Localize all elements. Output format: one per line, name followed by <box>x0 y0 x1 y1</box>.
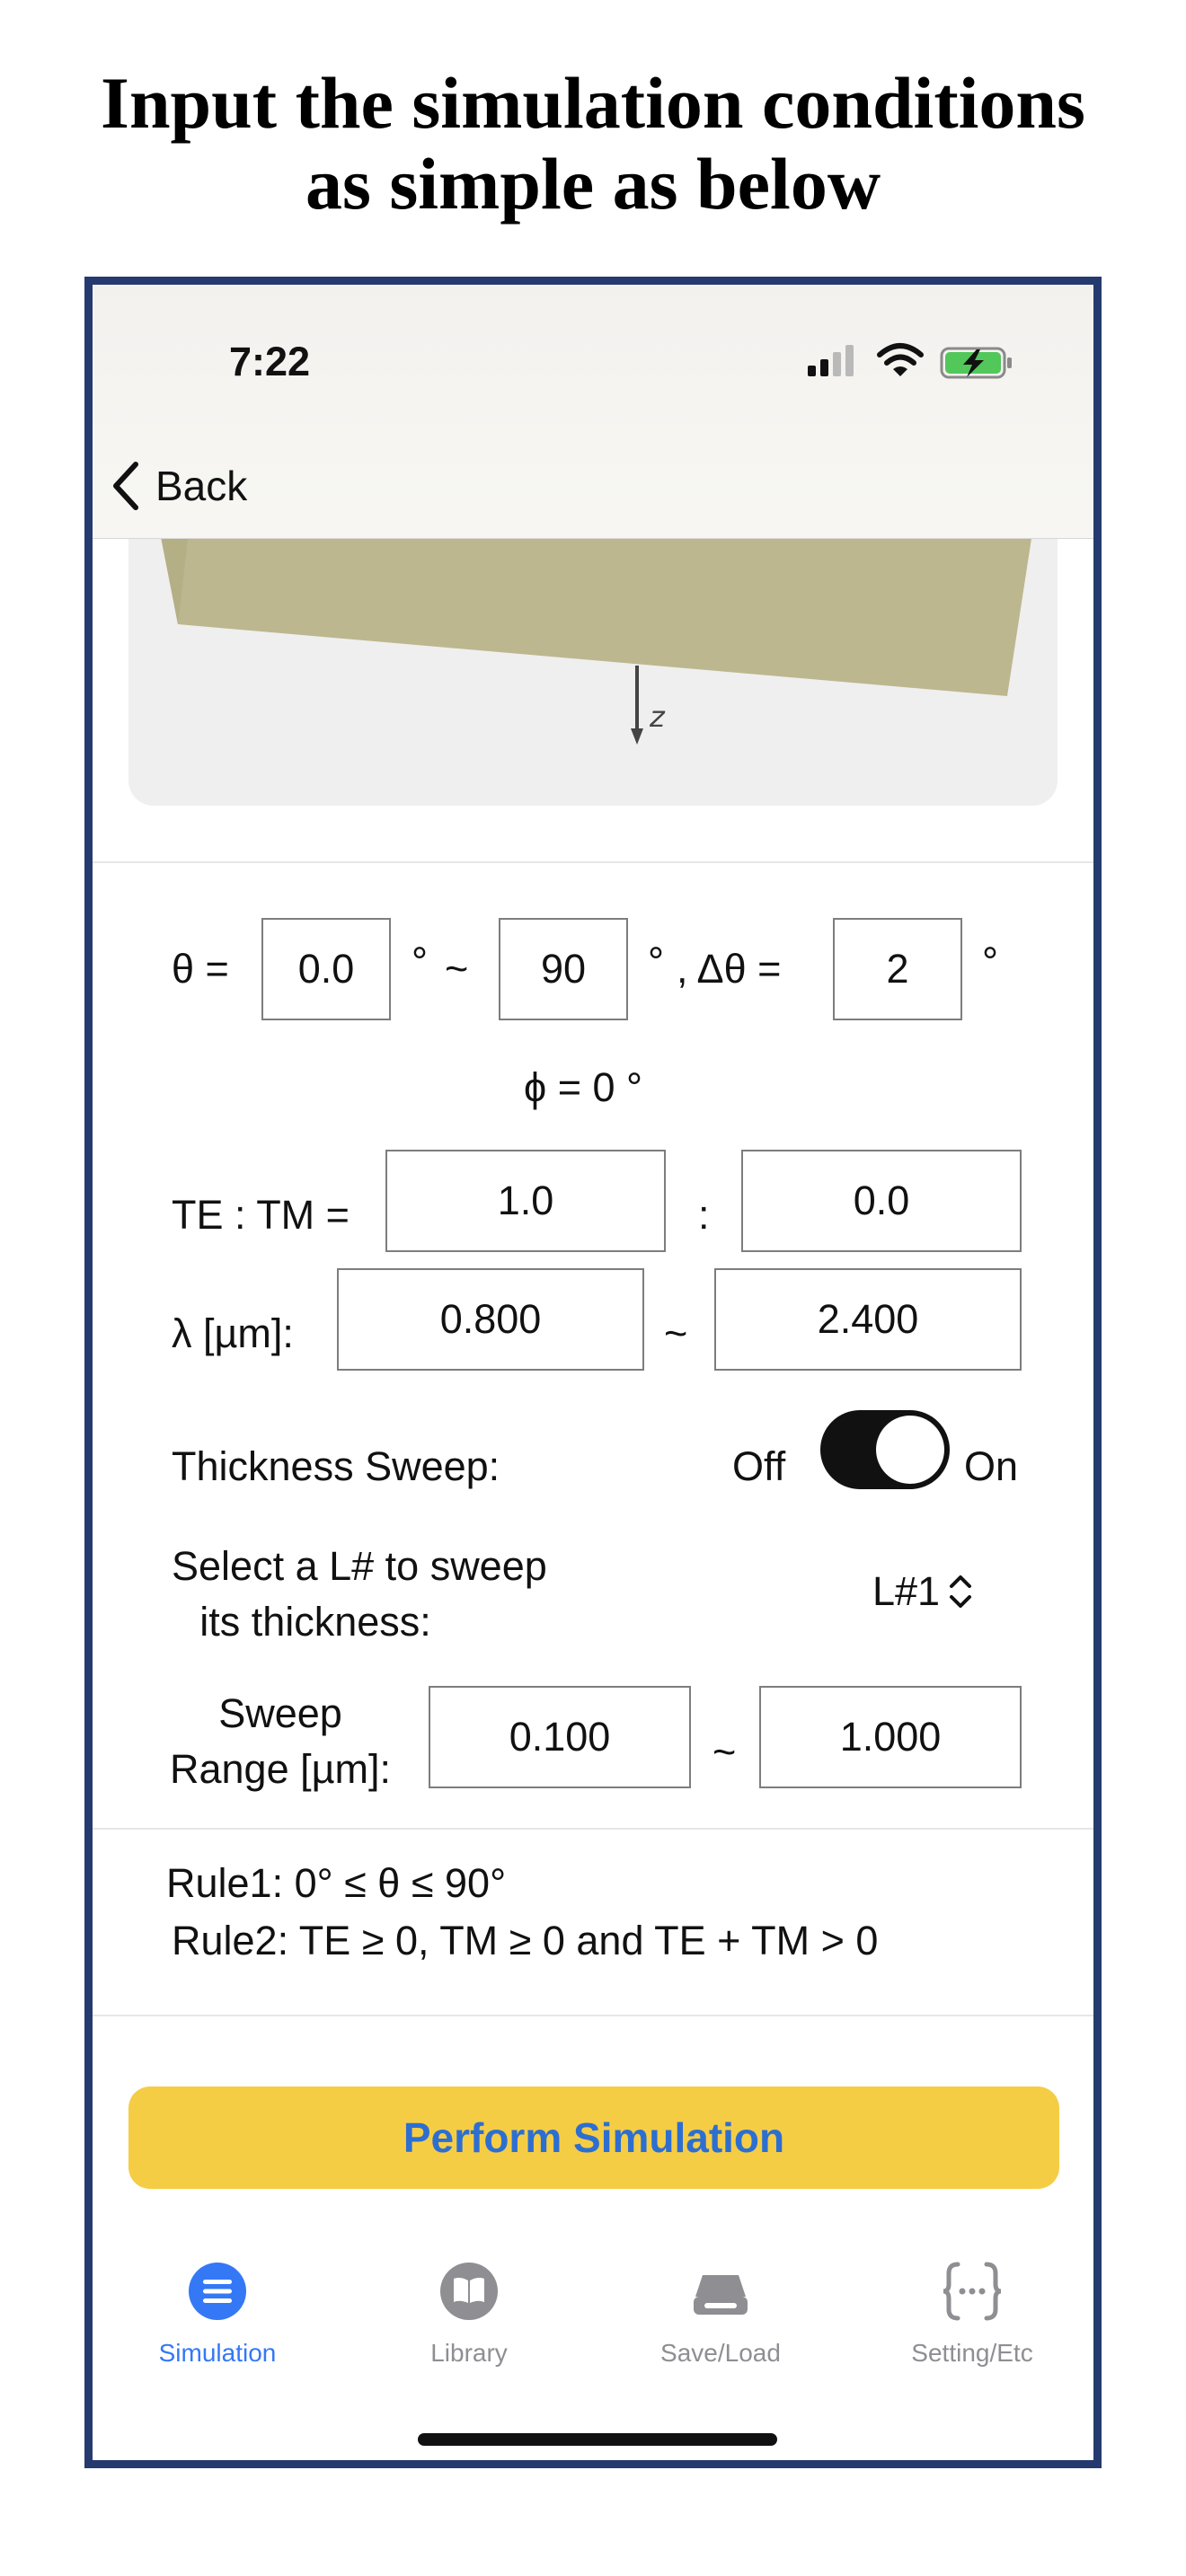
wavelength-start-input[interactable]: 0.800 <box>337 1268 644 1371</box>
ratio-colon: : <box>698 1192 710 1238</box>
headline-line-1: Input the simulation conditions <box>101 62 1085 144</box>
phone-frame <box>84 277 1102 2468</box>
navigation-bar <box>93 285 1093 539</box>
toggle-knob <box>876 1416 944 1484</box>
tab-label: Simulation <box>158 2339 277 2367</box>
te-tm-label: TE : TM = <box>172 1192 350 1238</box>
delta-theta-input[interactable]: 2 <box>833 918 962 1020</box>
layer-select-label-line2: its thickness: <box>199 1599 431 1645</box>
theta-label: θ = <box>172 946 229 992</box>
wavelength-end-input[interactable]: 2.400 <box>714 1268 1022 1371</box>
sweep-start-input[interactable]: 0.100 <box>429 1686 691 1788</box>
layer-select-value: L#1 <box>872 1568 941 1614</box>
theta-start-input[interactable]: 0.0 <box>261 918 391 1020</box>
cellular-signal-icon <box>808 345 854 376</box>
rule-2: Rule2: TE ≥ 0, TM ≥ 0 and TE + TM > 0 <box>172 1918 879 1963</box>
drive-icon <box>690 2261 751 2322</box>
sweep-range-label-line2: Range [µm]: <box>169 1746 392 1792</box>
tab-settings[interactable] <box>860 2261 1084 2386</box>
layer-select-dropdown[interactable] <box>872 1560 974 1623</box>
thickness-sweep-label: Thickness Sweep: <box>172 1443 500 1489</box>
curly-braces-icon <box>942 2261 1003 2322</box>
degree-symbol: ° <box>648 939 664 984</box>
phi-text: ϕ = 0 ° <box>524 1064 643 1110</box>
tab-label: Setting/Etc <box>911 2339 1033 2367</box>
battery-charging-icon <box>942 348 1012 377</box>
rule-1: Rule1: 0° ≤ θ ≤ 90° <box>166 1860 507 1906</box>
sweep-range-label <box>159 1686 402 1797</box>
wifi-icon <box>880 346 921 376</box>
tab-simulation[interactable] <box>105 2261 330 2386</box>
perform-simulation-button[interactable]: Perform Simulation <box>128 2086 1059 2189</box>
back-button[interactable] <box>111 450 247 522</box>
back-label: Back <box>155 463 248 509</box>
headline-line-2: as simple as below <box>305 143 881 225</box>
book-icon <box>438 2261 500 2322</box>
theta-end-input[interactable]: 90 <box>499 918 628 1020</box>
chevron-up-down-icon <box>947 1572 974 1611</box>
tab-label: Save/Load <box>660 2339 781 2367</box>
layer-select-label <box>172 1539 547 1650</box>
toggle-off-label: Off <box>732 1443 786 1489</box>
tab-label: Library <box>430 2339 508 2367</box>
degree-symbol: ° <box>982 939 998 984</box>
status-icons <box>808 342 1014 382</box>
range-tilde: ~ <box>445 946 469 992</box>
range-tilde: ~ <box>712 1729 737 1775</box>
divider <box>93 2015 1093 2016</box>
degree-symbol: ° <box>412 939 428 984</box>
slab-render <box>128 509 1058 806</box>
toggle-on-label: On <box>964 1443 1019 1489</box>
divider <box>93 861 1093 863</box>
home-indicator <box>418 2433 777 2446</box>
tm-input[interactable]: 0.0 <box>741 1150 1022 1252</box>
app-screen <box>93 285 1093 2460</box>
list-icon <box>187 2261 248 2322</box>
thickness-sweep-toggle[interactable] <box>820 1410 950 1489</box>
status-time: 7:22 <box>229 339 311 384</box>
headline <box>0 63 1186 225</box>
te-input[interactable]: 1.0 <box>385 1150 666 1252</box>
structure-preview <box>128 509 1058 806</box>
z-axis-label: z <box>650 700 665 734</box>
layer-select-label-line1: Select a L# to sweep <box>172 1543 547 1589</box>
tab-library[interactable] <box>357 2261 581 2386</box>
sweep-range-label-line1: Sweep <box>218 1690 342 1736</box>
wavelength-label: λ [µm]: <box>172 1310 294 1356</box>
sweep-end-input[interactable]: 1.000 <box>759 1686 1022 1788</box>
divider <box>93 1828 1093 1830</box>
delta-theta-label: , Δθ = <box>677 946 782 992</box>
chevron-left-icon <box>111 461 141 511</box>
tab-save-load[interactable] <box>608 2261 833 2386</box>
range-tilde: ~ <box>664 1310 688 1356</box>
